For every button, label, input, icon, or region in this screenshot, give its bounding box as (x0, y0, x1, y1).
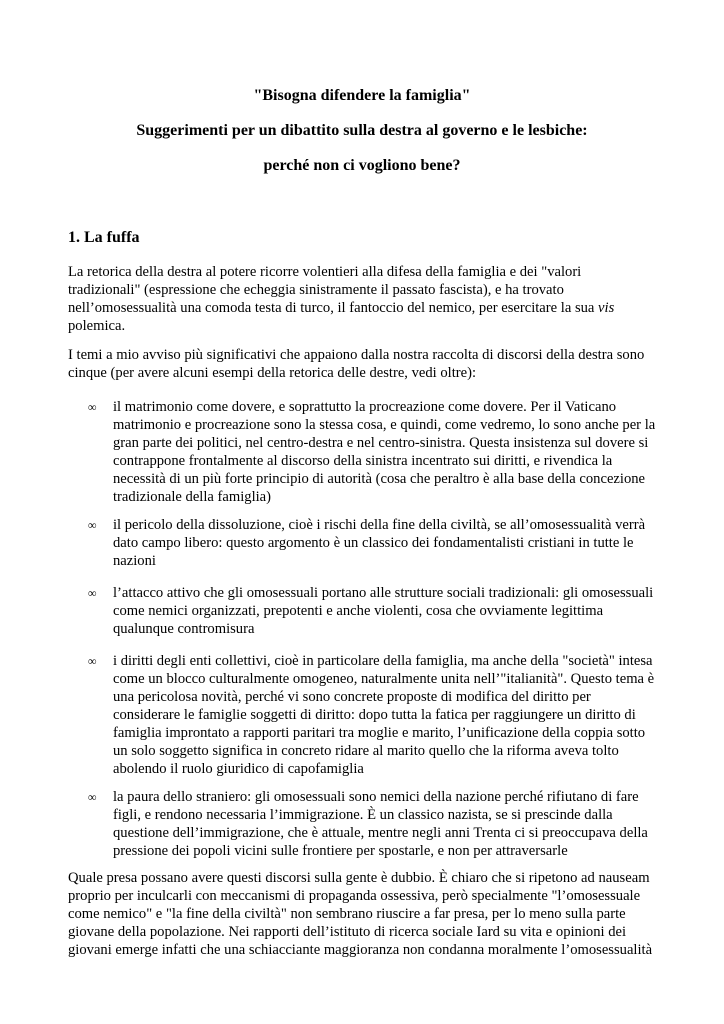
list-item-line: un solo soggetto significa in concreto ridare al marito quello che la riforma aveva tolto (113, 743, 619, 759)
infinity-bullet-icon: ∞ (88, 790, 97, 804)
list-item-line: dato campo libero: questo argomento è un classico dei fondamentalisti cristiani in tutte le (113, 535, 634, 551)
paragraph-intro (68, 263, 668, 335)
list-item-line: come un blocco culturalmente omogeneo, naturalmente unita nell’"italianità". Questo tema è (113, 671, 655, 687)
list-item-line: matrimonio e procreazione sono la stessa cosa, e quindi, come vedremo, lo sono anche per la (113, 417, 656, 433)
list-item-line: tradizionale della famiglia) (113, 489, 272, 505)
list-item-text (113, 516, 645, 570)
list-item-text (113, 788, 648, 860)
list-item-line: l’attacco attivo che gli omosessuali portano alle strutture sociali tradizionali: gli omosessuali (113, 585, 654, 601)
list-item-line: abolendo il ruolo giuridico di capofamiglia (113, 761, 364, 777)
list-item-line: figli, e rendono necessaria l’immigrazione. È un classico nazista, se si prescinde dalla (113, 807, 613, 823)
italic-word: vis (598, 300, 615, 316)
paragraph-themes-intro (68, 346, 668, 382)
infinity-bullet-icon: ∞ (88, 518, 97, 532)
list-item-text (113, 584, 653, 638)
paragraph-conclusion (68, 869, 668, 959)
list-item-line: una pericolosa novità, perché vi sono concrete proposte di modifica del diritto per (113, 689, 591, 705)
paragraph-line: cinque (per avere alcuni esempi della retorica delle destre, vedi oltre): (68, 365, 477, 381)
list-item-line: nazioni (113, 553, 156, 569)
list-item-line: il matrimonio come dovere, e soprattutto la procreazione come dovere. Per il Vaticano (113, 399, 617, 415)
paragraph-line: Quale presa possano avere questi discorsi sulla gente è dubbio. È chiaro che si ripetono ad nauseam (68, 870, 650, 886)
document-subtitle-question: perché non ci vogliono bene? (263, 157, 461, 174)
list-item-line: questione dell’immigrazione, che è attuale, mentre negli anni Trenta ci si preoccupava della (113, 825, 648, 841)
paragraph-line: giovane della popolazione. Nei rapporti dell’istituto di ricerca sociale Iard su vita e opinioni dei (68, 924, 627, 940)
list-item-line: gran parte dei politici, nel centro-destra e nel centro-sinistra. Questa insistenza sul dovere si (113, 435, 649, 451)
infinity-bullet-icon: ∞ (88, 400, 97, 414)
paragraph-line: polemica. (68, 318, 126, 334)
infinity-bullet-icon: ∞ (88, 586, 97, 600)
list-item-line: necessità di un più forte principio di autorità (cosa che peraltro è alla base della concezione (113, 471, 646, 487)
paragraph-line: giovani emerge infatti che una schiacciante maggioranza non condanna moralmente l’omosessualità (68, 942, 653, 958)
list-item-text (113, 652, 654, 778)
paragraph-line (68, 299, 668, 317)
list-item-line: come nemici organizzati, prepotenti e anche violenti, cosa che ovviamente legittima (113, 603, 604, 619)
paragraph-line: come nemico" e "la fine della civiltà" non sembrano riuscire a far presa, per lo meno sulla parte (68, 906, 626, 922)
list-item-line: contrappone frontalmente al discorso della sinistra incentrato sui diritti, e rivendica la (113, 453, 613, 469)
paragraph-line: proprio per inculcarli con meccanismi di propaganda ossessiva, però specialmente "l’omosessuale (68, 888, 641, 904)
paragraph-line: tradizionali" (espressione che echeggia sinistramente il passato fascista), e ha trovato (68, 282, 564, 298)
section-heading: 1. La fuffa (68, 229, 140, 246)
list-item-line: il pericolo della dissoluzione, cioè i rischi della fine della civiltà, se all’omosessualità verrà (113, 517, 646, 533)
list-item-line: famiglia improntato a rapporti paritari tra moglie e marito, l’unificazione della coppia sotto (113, 725, 646, 741)
list-item-line: considerare le famiglie soggetti di diritto: dopo tutta la fatica per raggiungere un diritto di (113, 707, 636, 723)
document-subtitle: Suggerimenti per un dibattito sulla destra al governo e le lesbiche: (136, 122, 588, 139)
list-item-line: la paura dello straniero: gli omosessuali sono nemici della nazione perché rifiutano di fare (113, 789, 639, 805)
list-item-text (113, 398, 655, 506)
paragraph-line: La retorica della destra al potere ricorre volentieri alla difesa della famiglia e dei "valori (68, 264, 582, 280)
document-title: "Bisogna difendere la famiglia" (253, 87, 471, 104)
list-item-line: pressione dei popoli vicini sulle frontiere per spostarle, e non per attraversarle (113, 843, 568, 859)
infinity-bullet-icon: ∞ (88, 654, 97, 668)
paragraph-text: nell’omosessualità una comoda testa di turco, il fantoccio del nemico, per esercitare la sua (68, 300, 599, 316)
list-item-line: qualunque contromisura (113, 621, 255, 637)
paragraph-line: I temi a mio avviso più significativi che appaiono dalla nostra raccolta di discorsi della destra sono (68, 347, 645, 363)
list-item-line: i diritti degli enti collettivi, cioè in particolare della famiglia, ma anche della "società" intesa (113, 653, 653, 669)
